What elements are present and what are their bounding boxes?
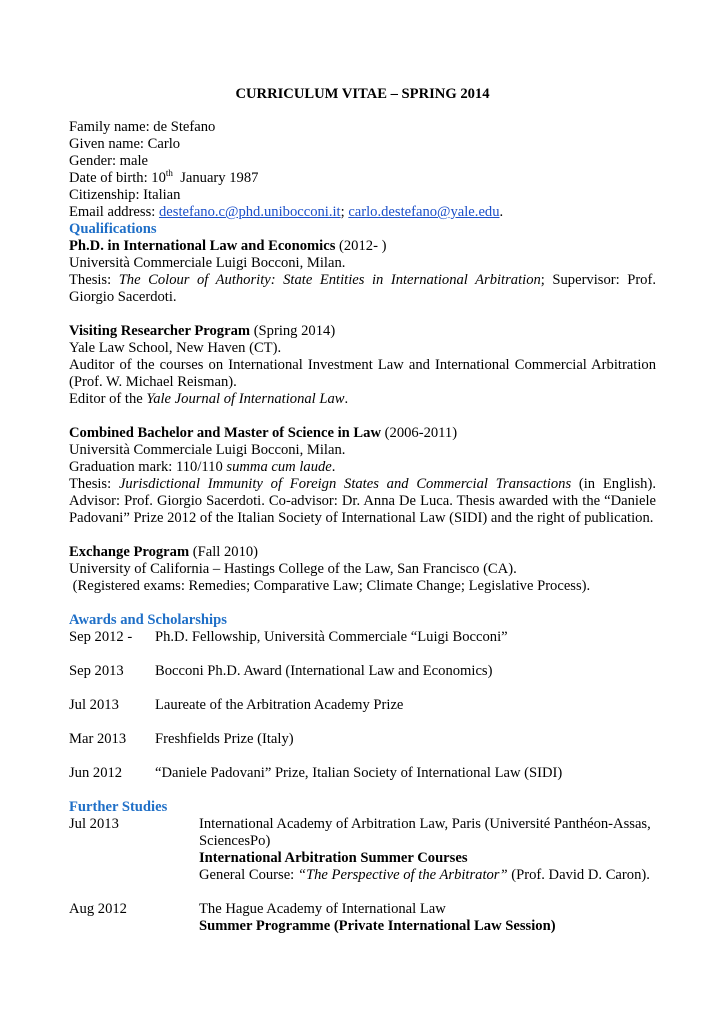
award-row [69,765,656,782]
study-program [199,918,656,935]
study-details [199,816,656,884]
spacer [69,680,656,697]
combined-thesis-rest: (in English). Advisor: Prof. Giorgio Sacerdoti. Co-advisor: Dr. Anna De Luca. Thesis awarded with the “Daniele Padovani” Prize 2012 of the Italian Society of International Law (SIDI) and the right of publication. [69,476,656,526]
study-details [199,901,656,935]
study-course [199,867,656,884]
award-date: Sep 2013 [69,663,124,679]
award-date: Jun 2012 [69,765,123,781]
combined-thesis [69,476,656,527]
award-date: Jul 2013 [69,697,119,713]
family-name: Family name: de Stefano [69,119,216,135]
course-suffix: (Prof. David D. Caron). [507,867,650,883]
email-separator: ; [340,204,349,220]
date-of-birth [69,170,656,187]
visiting-auditor: Auditor of the courses on International Investment Law and International Commercial Arbitration (Prof. W. Michael Reisman). [69,357,656,390]
study-program [199,850,656,867]
dob-prefix: Date of birth: 10 [69,170,166,186]
study-date: Jul 2013 [69,816,119,832]
spacer [69,884,656,901]
award-text: Freshfields Prize (Italy) [155,731,294,747]
spacer [69,527,656,544]
visiting-editor [69,391,656,408]
email-link-bocconi[interactable]: destefano.c@phd.unibocconi.it [158,204,341,220]
course-title: “The Perspective of the Arbitrator” [297,867,508,883]
combined-thesis-label: Thesis: [69,476,119,492]
award-row [69,697,656,714]
visiting-title-line [69,323,656,340]
phd-years: (2012- ) [335,238,387,254]
dob-suffix: January 1987 [172,170,259,186]
study-date: Aug 2012 [69,901,127,917]
study-program-name: International Arbitration Summer Courses [199,850,468,866]
spacer [69,595,656,612]
award-text: “Daniele Padovani” Prize, Italian Society of International Law (SIDI) [155,765,563,781]
award-row [69,629,656,646]
exchange-title-line [69,544,656,561]
visiting-entry [69,323,656,408]
phd-thesis-rest: ; Supervisor: Prof. Giorgio Sacerdoti. [69,272,656,305]
exchange-exams: (Registered exams: Remedies; Comparative Law; Climate Change; Legislative Process). [69,578,591,594]
course-prefix: General Course: [199,867,298,883]
award-row [69,731,656,748]
combined-grade [69,459,656,476]
gender: Gender: male [69,153,149,169]
further-study-jul2013 [69,816,656,884]
spacer [69,782,656,799]
combined-degree: Combined Bachelor and Master of Science in Law [69,425,382,441]
document-title: CURRICULUM VITAE – SPRING 2014 [235,86,490,102]
study-program-name: Summer Programme (Private International Law Session) [199,918,556,934]
qualifications-heading: Qualifications [69,221,157,237]
email-link-yale[interactable]: carlo.destefano@yale.edu [348,204,500,220]
awards-heading: Awards and Scholarships [69,612,227,628]
study-institution: The Hague Academy of International Law [199,901,446,917]
phd-title-line [69,238,656,255]
spacer [69,748,656,765]
personal-details [69,119,656,221]
citizenship: Citizenship: Italian [69,187,181,203]
visiting-degree: Visiting Researcher Program [69,323,251,339]
editor-prefix: Editor of the [69,391,147,407]
spacer [69,714,656,731]
dob-superscript: th [165,168,173,178]
visiting-school: Yale Law School, New Haven (CT). [69,340,282,356]
phd-school: Università Commerciale Luigi Bocconi, Milan. [69,255,346,271]
further-study-aug2012 [69,901,656,935]
editor-suffix: . [344,391,349,407]
email-address [69,204,656,221]
award-text: Ph.D. Fellowship, Università Commerciale “Luigi Bocconi” [155,629,508,645]
phd-thesis-title: The Colour of Authority: State Entities in International Arbitration [118,272,541,288]
combined-school: Università Commerciale Luigi Bocconi, Milan. [69,442,346,458]
phd-entry [69,238,656,306]
phd-thesis-label: Thesis: [69,272,119,288]
award-text: Laureate of the Arbitration Academy Prize [155,697,404,713]
spacer [69,408,656,425]
award-date: Sep 2012 - [69,629,133,645]
combined-title-line [69,425,656,442]
award-text: Bocconi Ph.D. Award (International Law and Economics) [155,663,493,679]
given-name: Given name: Carlo [69,136,181,152]
email-end: . [499,204,504,220]
visiting-years: (Spring 2014) [250,323,336,339]
spacer [69,306,656,323]
combined-entry [69,425,656,527]
study-institution: International Academy of Arbitration Law, Paris (Université Panthéon-Assas, SciencesPo) [199,816,651,849]
phd-degree: Ph.D. in International Law and Economics [69,238,336,254]
combined-thesis-title: Jurisdictional Immunity of Foreign States and Commercial Transactions [118,476,572,492]
cv-document [69,86,656,935]
further-studies-heading: Further Studies [69,799,168,815]
award-date: Mar 2013 [69,731,127,747]
exchange-years: (Fall 2010) [189,544,259,560]
email-label: Email address: [69,204,159,220]
grade-honors: summa cum laude [226,459,332,475]
combined-years: (2006-2011) [381,425,458,441]
grade-suffix: . [331,459,336,475]
phd-thesis [69,272,656,306]
spacer [69,646,656,663]
editor-journal: Yale Journal of International Law [146,391,345,407]
grade-prefix: Graduation mark: 110/110 [69,459,227,475]
exchange-entry [69,544,656,595]
exchange-degree: Exchange Program [69,544,190,560]
award-row [69,663,656,680]
exchange-school: University of California – Hastings College of the Law, San Francisco (CA). [69,561,517,577]
